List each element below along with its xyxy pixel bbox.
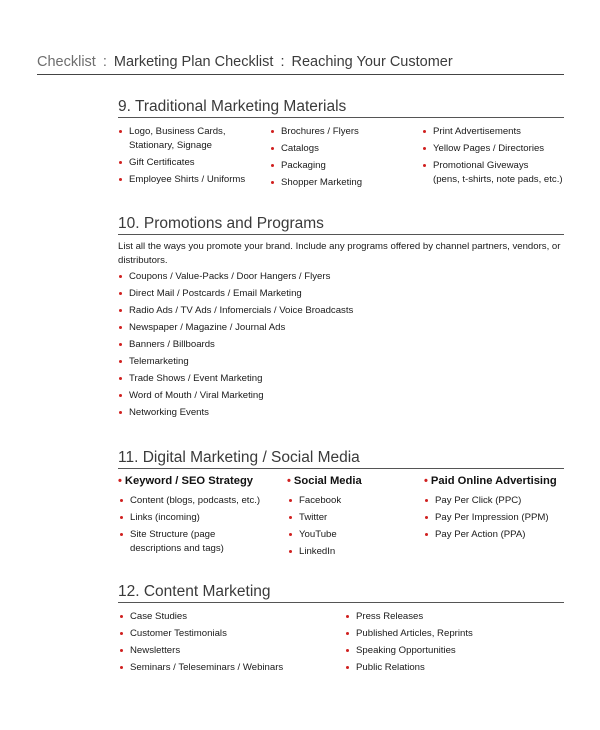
bullet-mark: • [287,475,291,487]
list-item: Logo, Business Cards, Stationary, Signage [118,123,266,154]
list-item: Trade Shows / Event Marketing [118,370,564,387]
list-item: Site Structure (page descriptions and tags) [119,526,279,557]
bullet-mark: • [118,475,122,487]
list-item: Networking Events [118,404,564,421]
subheading-seo: • Keyword / SEO Strategy [118,475,253,487]
section-title-10: 10. Promotions and Programs [118,215,564,235]
list-item: Twitter [288,509,418,526]
list-item: Packaging [270,157,418,174]
section-title-9: 9. Traditional Marketing Materials [118,98,564,118]
section12-col1 [119,608,339,676]
section9-col1 [118,123,266,188]
list-item: Pay Per Click (PPC) [424,492,574,509]
section11-col3 [424,492,574,543]
section10-intro: List all the ways you promote your brand. Include any programs offered by channel partners, vendors, or distributors. [118,241,561,266]
list-item: Gift Certificates [118,154,266,171]
list-item: Radio Ads / TV Ads / Infomercials / Voice Broadcasts [118,302,564,319]
list-item: Public Relations [345,659,565,676]
list-item: Content (blogs, podcasts, etc.) [119,492,279,509]
list-item: Banners / Billboards [118,336,564,353]
list-item: Coupons / Value-Packs / Door Hangers / Flyers [118,268,564,285]
list-item: Word of Mouth / Viral Marketing [118,387,564,404]
list-item: Direct Mail / Postcards / Email Marketing [118,285,564,302]
section-title-11: 11. Digital Marketing / Social Media [118,449,564,469]
header-separator: : [102,54,107,70]
header-plan-title: Marketing Plan Checklist [113,54,274,70]
subheading-paid-advertising: • Paid Online Advertising [424,475,557,487]
list-item: Promotional Giveways (pens, t-shirts, note pads, etc.) [422,157,572,188]
list-item: Newspaper / Magazine / Journal Ads [118,319,564,336]
list-item: Newsletters [119,642,339,659]
section12-col2 [345,608,565,676]
list-item: Press Releases [345,608,565,625]
header-checklist: Checklist [37,54,96,70]
list-item: Print Advertisements [422,123,572,140]
section-title-12: 12. Content Marketing [118,583,564,603]
section10-list [118,268,564,421]
list-item: Pay Per Impression (PPM) [424,509,574,526]
subheading-social-media: • Social Media [287,475,362,487]
header-subtitle: Reaching Your Customer [291,54,453,70]
bullet-mark: • [424,475,428,487]
section9-col3 [422,123,572,188]
list-item: Customer Testimonials [119,625,339,642]
header-separator: : [280,54,285,70]
document-header [37,54,564,75]
list-item: Seminars / Teleseminars / Webinars [119,659,339,676]
list-item: Catalogs [270,140,418,157]
list-item: Links (incoming) [119,509,279,526]
list-item: Brochures / Flyers [270,123,418,140]
section9-col2 [270,123,418,191]
list-item: Case Studies [119,608,339,625]
list-item: Shopper Marketing [270,174,418,191]
list-item: Employee Shirts / Uniforms [118,171,266,188]
list-item: Published Articles, Reprints [345,625,565,642]
list-item: Yellow Pages / Directories [422,140,572,157]
list-item: Telemarketing [118,353,564,370]
section11-col2 [288,492,418,560]
list-item: Pay Per Action (PPA) [424,526,574,543]
list-item: YouTube [288,526,418,543]
list-item: Speaking Opportunities [345,642,565,659]
list-item: LinkedIn [288,543,418,560]
list-item: Facebook [288,492,418,509]
section11-col1 [119,492,279,557]
